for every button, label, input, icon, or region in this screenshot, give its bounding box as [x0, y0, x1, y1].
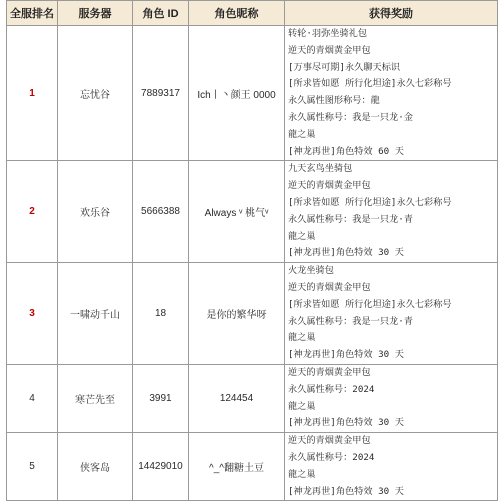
role-id-cell: 18	[133, 263, 189, 365]
reward-item: [万事尽可期]永久聊天标识	[288, 61, 401, 73]
rewards-cell	[285, 161, 498, 263]
server-cell: 欢乐谷	[58, 161, 133, 263]
rewards-cell	[285, 263, 498, 365]
reward-item: 龍之巢	[288, 332, 316, 344]
reward-item: 龍之巢	[288, 230, 316, 242]
reward-item: [所求皆如愿 所行化坦途]永久七彩称号	[288, 298, 452, 310]
rank-cell: 2	[7, 161, 58, 263]
reward-item: 逆天的青烟黄金甲包	[288, 366, 371, 378]
reward-item: 火龙坐骑包	[288, 265, 334, 277]
reward-item: 龍之巢	[288, 468, 316, 480]
server-cell: 忘忧谷	[58, 26, 133, 161]
nickname-cell: 是你的繁华呀	[189, 263, 285, 365]
reward-item: [神龙再世]角色特效 30 天	[288, 485, 404, 497]
nickname-cell: Ich丨丶颜王 0000	[189, 26, 285, 161]
rank-cell: 1	[7, 26, 58, 161]
reward-item: [神龙再世]角色特效 60 天	[288, 145, 404, 157]
nickname-cell: 124454	[189, 364, 285, 432]
reward-item: 永久属性称号：2024	[288, 451, 375, 463]
reward-item: 转轮·羽弥坐骑礼包	[288, 28, 368, 39]
table-row	[7, 26, 498, 161]
role-id-cell: 14429010	[133, 433, 189, 501]
reward-item: 逆天的青烟黄金甲包	[288, 44, 371, 56]
rank-cell: 3	[7, 263, 58, 365]
ranking-table	[6, 0, 498, 501]
rank-cell: 5	[7, 433, 58, 501]
reward-item: 逆天的青烟黄金甲包	[288, 435, 371, 447]
nickname-cell: ^_^翻糖土豆	[189, 433, 285, 501]
table-row	[7, 263, 498, 365]
rewards-cell	[285, 26, 498, 161]
reward-item: 逆天的青烟黄金甲包	[288, 180, 371, 192]
reward-item: 龍之巢	[288, 128, 316, 140]
role-id-cell: 5666388	[133, 161, 189, 263]
header-server: 服务器	[58, 1, 133, 26]
server-cell: 一啸动千山	[58, 263, 133, 365]
reward-item: 永久属性称号：2024	[288, 383, 375, 395]
server-cell: 侠客岛	[58, 433, 133, 501]
table-row	[7, 364, 498, 432]
reward-item: 九天玄鸟坐骑包	[288, 163, 353, 175]
reward-item: 永久属性称号：我是一只龙·青	[288, 213, 413, 225]
server-cell: 寒芒先至	[58, 364, 133, 432]
header-nickname: 角色昵称	[189, 1, 285, 26]
reward-item: [所求皆如愿 所行化坦途]永久七彩称号	[288, 78, 452, 90]
reward-item: [神龙再世]角色特效 30 天	[288, 417, 404, 429]
header-role-id: 角色 ID	[133, 1, 189, 26]
reward-item: 逆天的青烟黄金甲包	[288, 281, 371, 293]
header-rank: 全服排名	[7, 1, 58, 26]
reward-item: [所求皆如愿 所行化坦途]永久七彩称号	[288, 196, 452, 208]
reward-item: 永久属性称号：我是一只龙·青	[288, 315, 413, 327]
rank-cell: 4	[7, 364, 58, 432]
reward-item: 永久属性图形称号：龍	[288, 95, 380, 107]
table-row	[7, 161, 498, 263]
role-id-cell: 3991	[133, 364, 189, 432]
header-rewards: 获得奖励	[285, 1, 498, 26]
reward-item: [神龙再世]角色特效 30 天	[288, 349, 404, 361]
rewards-cell	[285, 364, 498, 432]
role-id-cell: 7889317	[133, 26, 189, 161]
reward-item: [神龙再世]角色特效 30 天	[288, 247, 404, 259]
reward-item: 龍之巢	[288, 400, 316, 412]
table-row	[7, 433, 498, 501]
rewards-cell	[285, 433, 498, 501]
reward-item: 永久属性称号：我是一只龙·金	[288, 111, 413, 123]
nickname-cell: Always ᵛ 桃气ᵛ	[189, 161, 285, 263]
ranking-table-container	[6, 0, 498, 501]
table-header-row	[7, 1, 498, 26]
